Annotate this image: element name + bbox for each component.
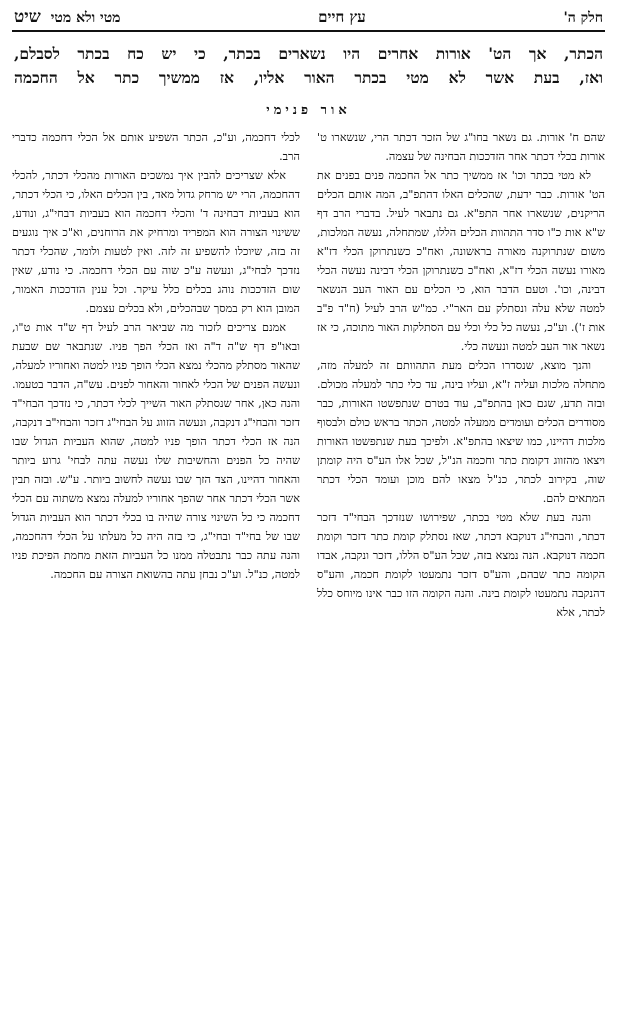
running-header [12, 6, 605, 32]
paragraph: לכלי דחכמה, וע"כ, הכתר השפיע אותם אל הכלי דחכמה כדברי הרב. [12, 131, 300, 163]
left-column [12, 128, 300, 622]
page-number: שיט [14, 7, 41, 27]
paragraph: שהם ח' אורות. גם נשאר בחו"ג של הזכר דכתר הרי, שנשארו ט' אורות בכלי דכתר אחר הזדככות הבחינה של עצמה. [317, 131, 605, 163]
paragraph: והנה בעת שלא מטי בכתר, שפירושו שנזדכך הבחי"ד דזכר דכתר, והבחי"ג דנוקבא דכתר, שאז נסתלק קומת כתר דזכר וקומת חכמה דנוקבא. הנה נמצא בזה, שכל הע"ס הללו, דזכר ונקבה, אבדו הקומה כתר שבהם, והע"ס דזכר נתמעטו לקומת חכמה, והע"ס דהנקבה נתמעטו לקומת בינה. והנה הקומה הזו כבר אינו מיוחס כלל לכתר, אלא [317, 511, 605, 619]
part-label: חלק ה' [563, 10, 603, 26]
commentary-columns [12, 128, 605, 622]
heading-line: ואז, בעת אשר לא מטי בכתר האור אליו, אז ממשיך כתר אל החכמה [14, 68, 603, 87]
section-title: אור פנימי [266, 103, 351, 118]
right-column [317, 128, 605, 622]
paragraph: אלא שצריכים להבין איך נמשכים האורות מהכלי דכתר, להכלי דהחכמה, הרי יש מרחק גדול מאד, בין הכלים האלו, כי הכלי דכתר, הוא בעביות דבחינה ד' והכלי דחכמה הוא בעביות דבחי"ג, ונודע, ששינוי הצורה הוא המפריד ומרחיק את הרוחנים, וא"כ איך נוגעים זה בזה, שיוכלו להשפיע זה לזה. ואין לטעות ולומר, שהכלי דכתר נזדכך לבחי"ג, ונעשה ע"כ שוה עם הכלי דחכמה. כי נודע, שאין שום הזדככות נוהג בכלים כלל עיקר. וכל ענין הזדככות האמור, המובן הוא רק במסך שבהכלים, ולא בכלים עצמם. [12, 169, 300, 315]
header-left [14, 6, 121, 29]
heading-line: הכתר, אך הט' אורות אחרים היו נשארים בכתר, כי יש כח בכתר לסבלם, [14, 44, 603, 63]
running-title: מטי ולא מטי [50, 10, 121, 26]
book-title: עץ חיים [318, 8, 366, 26]
paragraph: אמנם צריכים לזכור מה שביאר הרב לעיל דף ש"ד אות ט"ו, ובאו"פ דף ש"ה ד"ה ואז הכלי הפך פניו. שנתבאר שם שבעת שהאור מסתלק מהכלי נמצא הכלי הופך פניו למטה ואחוריו למעלה, ונעשה הפנים של הכלי לאחור והאחור לפנים. עש"ה, הדבר בטעמו. והנה כאן, אחר שנסתלק האור השייך לכלי דכתר, כי נזדכך הבחי"ד דזכר והבחי"ג דנקבה, ונעשה הזווג על הבחי"ג דזכר והבחי"ב דנקבה, הנה אז הכלי דכתר הופך פניו למטה, שהוא העביות הגדול שבו שהיה כל הפנים והחשיבות שלו נעשה עתה לבחי' גרוע ביותר והאחור דהיינו, הצד הזך שבו נעשה לחשוב ביותר. ע"ש. ובזה תבין אשר הכלי דכתר אחר שהפך אחוריו למעלה נמצא משתוה עם הכלי דחכמה כי כל השינוי צורה שהיה בו בכלי דכתר הוא העביות הגדול שבו של בחי"ד ובחי"ג, כי בזה היה כל מעלתו על הכלי דהחכמה, והנה עתה כבר נתבטלה ממנו כל העביות הזאת מחמת הפיכת פניו למטה, כנ"ל. וע"כ נבחן עתה בהשואת הצורה עם החכמה. [11, 321, 300, 581]
main-text-heading [12, 42, 605, 90]
paragraph: לא מטי בכתר וכו' אז ממשיך כתר אל החכמה פנים בפנים את הט' אורות. כבר ידעת, שהכלים האלו דהתפ"ב, המה אותם הכלים הריקנים, שנשארו אחר התפ"א. גם נתבאר לעיל. בדברי הרב דף ש"א אות כ"ו סדר התהוות הכלים הללו, שמתחלה, נעשה המלכות, משום שנתרוקנה מאורה בראשונה, ואח"כ כשנתרוקן הכלי דז"א מאורו נעשה הכלי דז"א, ואח"כ כשנתרוקן הכלי דבינה נעשה הכלי דבינה, וכו'. וטעם הדבר הוא, כי הכלים עם האור העב הנשאר למטה שלא עלה ונסתלק עם האר"י. כמ"ש הרב לעיל (ח"ד פ"ב אות ז'). וע"כ, נעשה כל כלי וכלי עם הסתלקות האור מתוכה, כי אז נשאר אור העב למטה ונעשה כלי. [317, 169, 605, 353]
paragraph: והנך מוצא, שנסדרו הכלים מעת התהוותם זה למעלה מזה, מתחלה מלכות ועליה ז"א, ועליו בינה, עד כלי כתר למעלה מכולם. ובזה תדע, שגם כאן בהתפ"ב, עוד בטרם שנתפשטו האורות, כבר מסודרים הכלים ועומדים ממעלה למטה, הכתר בראש כולם ולבסוף מלכות דהיינו, כמו שיצאו בהתפ"א. ולפיכך בעת שנתפשטו האורות ויצאו מהזווג דקומת כתר וחכמה הנ"ל, שכל אלו הע"ס היה קומתן שוה, בקירוב לכתר, כנ"ל מצאו להם מוכן ועומד הכלי דכתר המתאים להם. [317, 359, 605, 505]
